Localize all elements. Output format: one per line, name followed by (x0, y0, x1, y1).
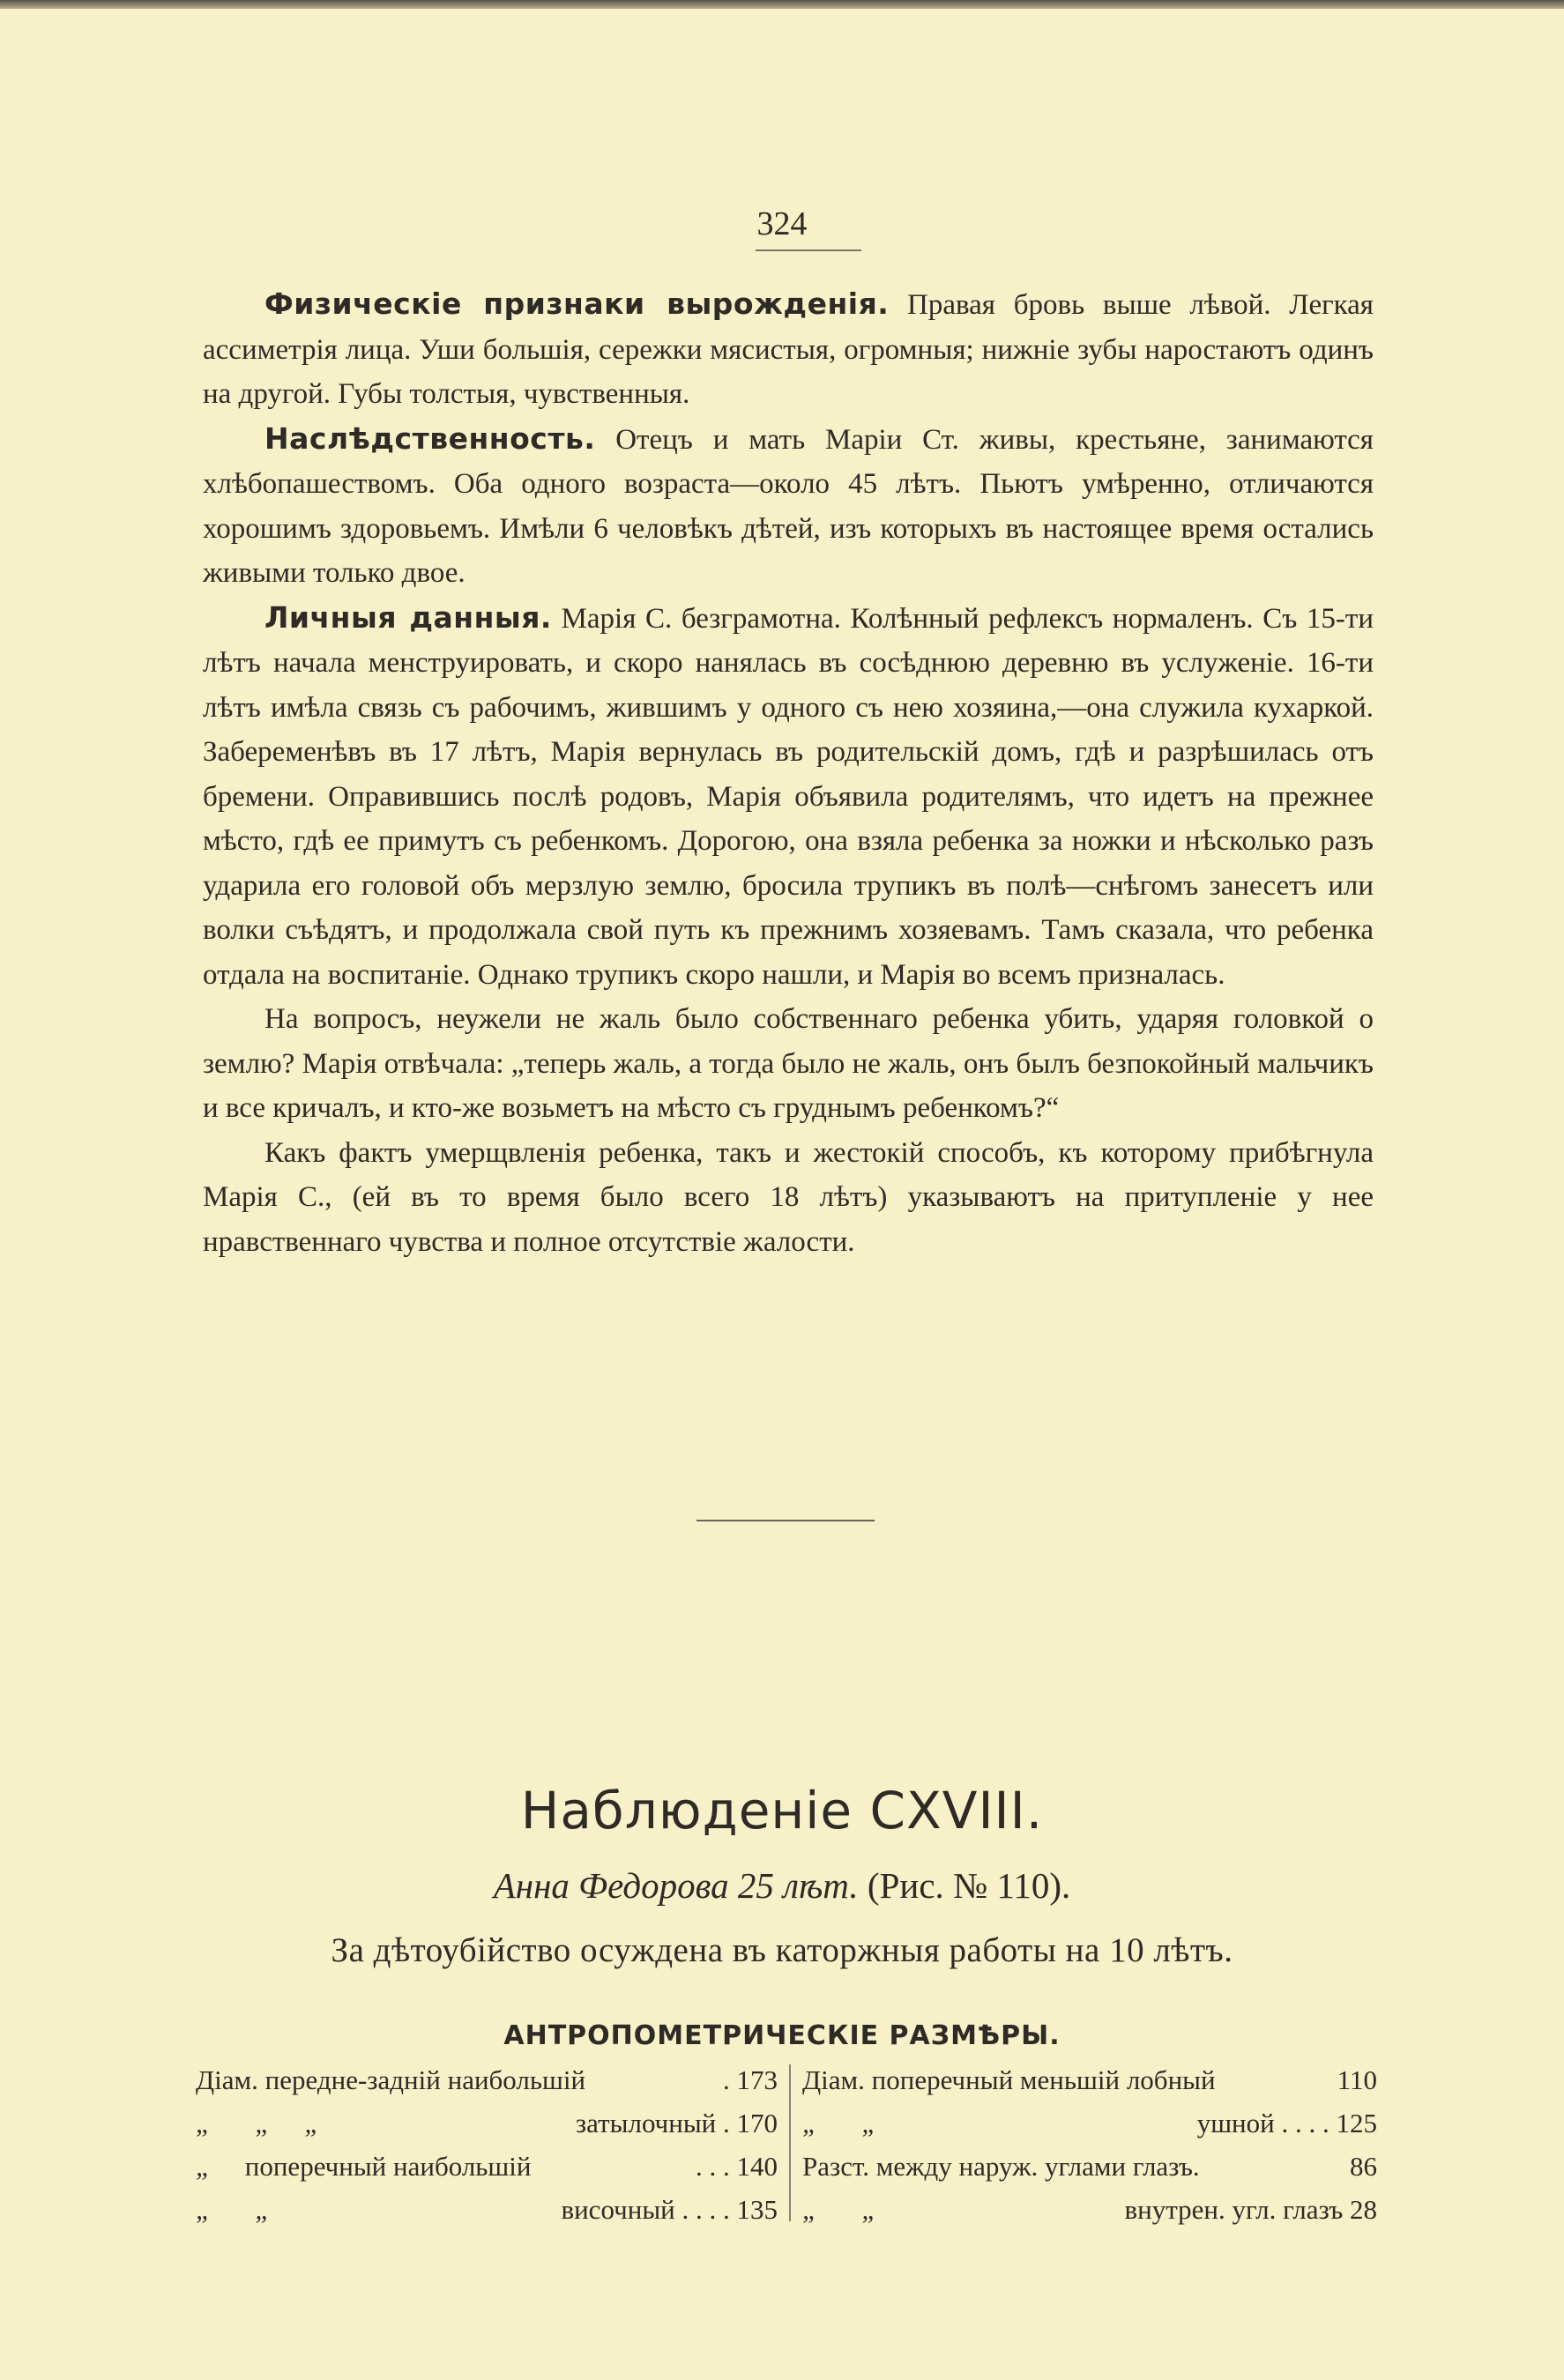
measurement-label: Діам. передне-задній наибольшій (196, 2064, 586, 2095)
measurement-row (802, 2058, 1377, 2101)
leader-dots: . . . . (681, 2194, 730, 2225)
paragraph-text: Правая бровь выше лѣвой. Легкая ассиметрія лица. Уши большія, сережки мясистыя, огромныя; нижніе зубы наростаютъ одинъ на другой. Губы толстыя, чувственныя. (203, 289, 1374, 410)
measurement-row (196, 2145, 778, 2188)
measurement-label: внутрен. угл. глазъ (1124, 2194, 1344, 2225)
figure-reference: (Рис. № 110). (867, 1865, 1071, 1906)
leader-dots: . (723, 2064, 730, 2095)
measurement-label: Діам. поперечный меньшій лобный (802, 2064, 1216, 2095)
measurement-label: височный (561, 2194, 675, 2225)
measurement-value: 173 (736, 2064, 778, 2095)
measurement-row (802, 2188, 1377, 2231)
ditto-mark: „ (255, 2194, 271, 2225)
column-divider (789, 2064, 791, 2221)
measurement-value-group (576, 2101, 778, 2145)
measurement-value-group (561, 2188, 778, 2231)
paragraph-heading: Личныя данныя. (264, 599, 552, 635)
measurement-value: 170 (736, 2108, 778, 2138)
measurement-row (802, 2145, 1377, 2188)
ditto-mark: „ (196, 2194, 212, 2225)
measurement-label: поперечный наибольшій (244, 2151, 532, 2182)
measurement-value: 125 (1336, 2108, 1377, 2138)
paragraph-text: Марія С. безграмотна. Колѣнный рефлексъ нормаленъ. Съ 15-ти лѣтъ начала менструировать, и скоро нанялась въ сосѣднюю деревню въ услуженіе. 16-ти лѣтъ имѣла связь съ рабочимъ, жившимъ у одного съ нею хозяина,—она служила кухаркой. Забеременѣвъ въ 17 лѣтъ, Марія вернулась въ родительскій домъ, гдѣ и разрѣшилась отъ бремени. Оправившись послѣ родовъ, Марія объявила родителямъ, что идетъ на прежнее мѣсто, гдѣ ее примутъ съ ребенкомъ. Дорогою, она взяла ребенка за ножки и нѣсколько разъ ударила его головой объ мерзлую землю, бросила трупикъ въ полѣ—снѣгомъ занесетъ или волки съѣдятъ, и продолжала свой путь къ прежнимъ хозяевамъ. Тамъ сказала, что ребенка отдала на воспитаніе. Однако трупикъ скоро нашли, и Марія во всемъ призналась. (203, 602, 1374, 991)
leader-dots: . . . . (1281, 2108, 1329, 2138)
measurement-value: 28 (1350, 2194, 1377, 2225)
paragraph-text: Какъ фактъ умерщвленія ребенка, такъ и жестокій способъ, къ которому прибѣгнула Марія С., (ей въ то время было всего 18 лѣтъ) указываютъ на притупленіе у нее нравственнаго чувства и полное отсутствіе жалости. (203, 1136, 1374, 1258)
ditto-mark: „ (196, 2151, 212, 2182)
leader-dots: . (723, 2108, 730, 2138)
measurement-row (196, 2058, 778, 2101)
paragraph-physical-signs (203, 282, 1374, 417)
paragraph-text: На вопросъ, неужели не жаль было собственнаго ребенка убить, ударяя головкой о землю? Марія отвѣчала: „теперь жаль, а тогда было не жаль, онъ былъ безпокойный мальчикъ и все кричалъ, и кто-же возьметъ на мѣсто съ груднымъ ребенкомъ?“ (203, 1003, 1374, 1124)
section-divider (696, 1520, 875, 1521)
measurement-label: Разст. между наруж. углами глазъ. (802, 2151, 1200, 2182)
ditto-mark: „ (802, 2108, 818, 2138)
measurement-label-group (196, 2101, 337, 2145)
anthropometry-title: АНТРОПОМЕТРИЧЕСКІЕ РАЗМѢРЫ. (503, 2020, 1061, 2051)
ditto-mark: „ (861, 2108, 877, 2138)
measurement-row (196, 2101, 778, 2145)
ditto-mark: „ (802, 2194, 818, 2225)
measurement-label-group (196, 2188, 287, 2231)
page-number: 324 (756, 205, 808, 242)
observation-subject (0, 1864, 1564, 1907)
anthropometry-left-column (196, 2058, 778, 2231)
measurement-label: ушной (1196, 2108, 1275, 2138)
measurement-value: 135 (736, 2194, 778, 2225)
measurement-value-group (1197, 2101, 1377, 2145)
measurement-value-group (696, 2145, 778, 2188)
body-text (203, 282, 1374, 1264)
measurement-value: 110 (1337, 2064, 1377, 2095)
paragraph-heading: Наслѣдственность. (264, 420, 596, 456)
paragraph-personal-data (203, 596, 1374, 998)
ditto-mark: „ (196, 2108, 212, 2138)
paragraph-question (203, 997, 1374, 1131)
measurement-label-group (802, 2188, 894, 2231)
page-number-underline (756, 249, 861, 251)
observation-sentence: За дѣтоубійство осуждена въ каторжныя работы на 10 лѣтъ. (331, 1931, 1233, 1969)
leader-dots: . . . (696, 2151, 730, 2182)
paragraph-heredity (203, 417, 1374, 596)
measurement-value: 140 (736, 2151, 778, 2182)
ditto-mark: „ (304, 2108, 320, 2138)
measurement-row (802, 2101, 1377, 2145)
ditto-mark: „ (861, 2194, 877, 2225)
measurement-value-group (723, 2058, 778, 2101)
measurement-row (196, 2188, 778, 2231)
measurement-label-group (802, 2101, 894, 2145)
paragraph-text: Отецъ и мать Маріи Ст. живы, крестьяне, занимаются хлѣбопашествомъ. Оба одного возраста—около 45 лѣтъ. Пьютъ умѣренно, отличаются хорошимъ здоровьемъ. Имѣли 6 человѣкъ дѣтей, изъ которыхъ въ настоящее время остались живыми только двое. (203, 423, 1374, 589)
anthropometry-right-column (802, 2058, 1377, 2231)
subject-name: Анна Федорова 25 лѣт. (493, 1865, 859, 1906)
page-top-edge (0, 0, 1564, 9)
paragraph-conclusion (203, 1131, 1374, 1265)
paragraph-heading: Физическіе признаки вырожденія. (264, 286, 890, 321)
measurement-label: затылочный (575, 2108, 717, 2138)
ditto-mark: „ (255, 2108, 271, 2138)
measurement-value: 86 (1350, 2151, 1377, 2182)
measurement-value-group (1125, 2188, 1377, 2231)
observation-title: Наблюденіе CXVIII. (520, 1781, 1044, 1841)
measurement-label-group (196, 2145, 532, 2188)
